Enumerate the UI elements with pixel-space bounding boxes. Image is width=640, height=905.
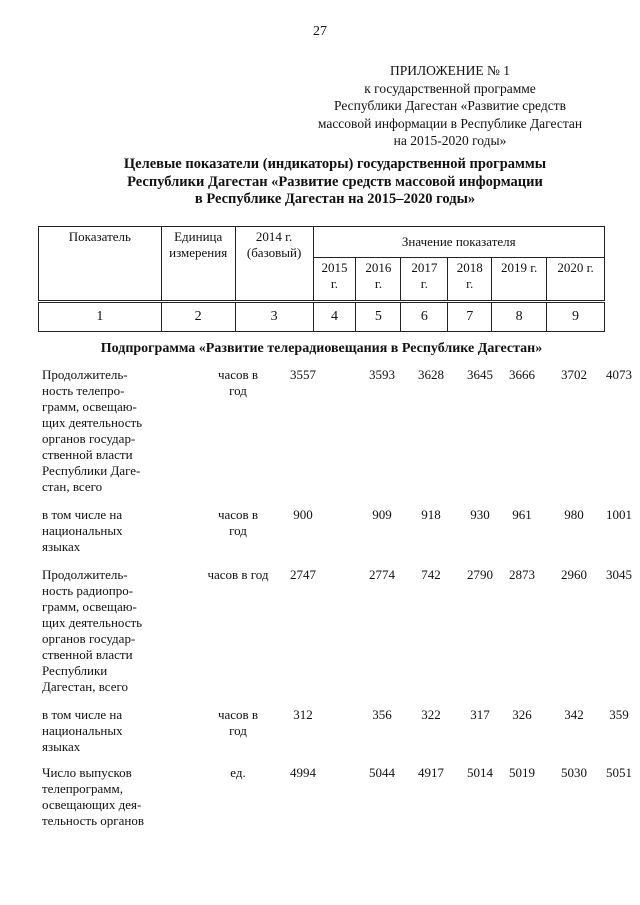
year-suffix: г.	[330, 276, 339, 291]
appendix-line: Республики Дагестан «Развитие средств	[334, 98, 566, 113]
indicator-name-line: языках	[42, 539, 81, 554]
unit-line: год	[229, 383, 247, 398]
indicator-name-line: языках	[42, 739, 81, 754]
column-number: 5	[356, 302, 401, 332]
appendix-line: ПРИЛОЖЕНИЕ № 1	[389, 63, 511, 78]
value-2016: 742	[421, 567, 441, 582]
value-2015: 5044	[369, 765, 395, 780]
year-suffix: г.	[466, 276, 474, 291]
year-header	[401, 258, 448, 302]
value-2016: 918	[421, 507, 441, 522]
year-header	[492, 258, 547, 302]
unit-header-line: Единица	[174, 229, 223, 244]
column-number: 9	[547, 302, 605, 332]
indicator-name-line: стан, всего	[42, 479, 103, 494]
value-2016: 322	[421, 707, 441, 722]
value-2017: 317	[470, 707, 490, 722]
indicator-name-line: телепрограмм,	[42, 781, 123, 796]
unit-cell	[200, 707, 276, 739]
indicator-name-line: тельность органов	[42, 813, 144, 828]
value-2017: 3645	[467, 367, 493, 382]
column-header-value-group: Значение показателя	[313, 227, 604, 258]
year-label: 2015	[321, 260, 348, 275]
indicator-name-line: национальных	[42, 723, 123, 738]
indicator-name	[42, 567, 160, 695]
year-label: 2020 г.	[557, 260, 594, 275]
value-2018: 961	[512, 507, 532, 522]
value-2020: 359	[609, 707, 629, 722]
indicator-name-line: Республики Даге-	[42, 463, 141, 478]
indicator-name-line: Дагестан, всего	[42, 679, 128, 694]
indicators-table-header	[38, 226, 605, 332]
year-header	[448, 258, 492, 302]
base-header-line: (базовый)	[246, 245, 302, 260]
indicator-name-line: ность телепро-	[42, 383, 125, 398]
indicator-name-line: органов государ-	[42, 431, 136, 446]
value-2015: 909	[372, 507, 392, 522]
column-number: 8	[492, 302, 547, 332]
base-value: 312	[293, 707, 313, 722]
value-2017: 2790	[467, 567, 493, 582]
unit-line: часов в	[217, 507, 259, 522]
unit-line: ед.	[230, 765, 246, 780]
column-number: 6	[401, 302, 448, 332]
unit-header-line: измерения	[169, 245, 228, 260]
base-value: 3557	[290, 367, 316, 382]
base-value: 2747	[290, 567, 316, 582]
year-header	[356, 258, 401, 302]
title-line: Республики Дагестан «Развитие средств массовой информации	[127, 173, 543, 190]
unit-line: часов в год	[207, 567, 269, 582]
indicator-name-line: Продолжитель-	[42, 567, 128, 582]
value-2019: 5030	[561, 765, 587, 780]
value-2018: 326	[512, 707, 532, 722]
indicator-name	[42, 507, 160, 555]
indicator-name-line: в том числе на	[42, 707, 123, 722]
value-2015: 356	[372, 707, 392, 722]
base-value: 4994	[290, 765, 316, 780]
base-value: 900	[293, 507, 313, 522]
indicator-name-line: ность радиопро-	[42, 583, 134, 598]
indicator-name-line: органов государ-	[42, 631, 136, 646]
year-label: 2019 г.	[500, 260, 538, 275]
indicator-name-line: грамм, освещаю-	[42, 399, 137, 414]
value-2019: 2960	[561, 567, 587, 582]
column-number: 7	[448, 302, 492, 332]
indicator-name	[42, 707, 160, 755]
indicator-name-line: в том числе на	[42, 507, 123, 522]
indicator-name-line: щих деятельность	[42, 615, 143, 630]
column-header-base-year	[235, 227, 313, 302]
value-2020: 1001	[606, 507, 632, 522]
indicator-name-line: освещающих дея-	[42, 797, 142, 812]
title-line: Целевые показатели (индикаторы) государственной программы	[123, 156, 547, 172]
unit-cell	[200, 507, 276, 539]
subprogram-heading: Подпрограмма «Развитие телерадиовещания в Республике Дагестан»	[100, 341, 543, 356]
value-2020: 5051	[606, 765, 632, 780]
indicator-name-line: ственной власти	[42, 447, 133, 462]
year-label: 2018	[456, 260, 483, 275]
unit-cell	[200, 567, 276, 583]
year-suffix: г.	[420, 276, 428, 291]
indicator-name	[42, 367, 160, 495]
unit-cell	[200, 367, 276, 399]
indicator-name-line: Продолжитель-	[42, 367, 128, 382]
appendix-line: на 2015-2020 годы»	[393, 133, 507, 148]
value-2019: 3702	[561, 367, 587, 382]
year-label: 2016	[365, 260, 392, 275]
unit-line: часов в	[217, 367, 259, 382]
indicator-name-line: ственной власти	[42, 647, 133, 662]
value-2018: 3666	[509, 367, 535, 382]
value-2016: 3628	[418, 367, 444, 382]
value-2020: 4073	[606, 367, 632, 382]
value-2017: 930	[470, 507, 490, 522]
column-number: 1	[39, 302, 162, 332]
indicator-name-line: грамм, освещаю-	[42, 599, 137, 614]
indicator-name	[42, 765, 160, 829]
year-suffix: г.	[374, 276, 382, 291]
value-2018: 5019	[509, 765, 535, 780]
year-header	[547, 258, 605, 302]
column-number: 4	[313, 302, 356, 332]
unit-line: часов в	[217, 707, 259, 722]
unit-line: год	[229, 723, 247, 738]
value-2017: 5014	[467, 765, 493, 780]
appendix-line: к государственной программе	[364, 80, 536, 96]
column-number: 3	[235, 302, 313, 332]
indicator-name-line: Республики	[42, 663, 108, 678]
value-2016: 4917	[418, 765, 444, 780]
year-header	[313, 258, 356, 302]
year-label: 2017	[411, 260, 438, 275]
base-header-line: 2014 г.	[255, 229, 293, 244]
title-line: в Республике Дагестан на 2015–2020 годы»	[194, 191, 476, 207]
document-title	[60, 156, 610, 209]
appendix-header	[300, 62, 600, 150]
column-number: 2	[161, 302, 235, 332]
value-2018: 2873	[509, 567, 535, 582]
column-header-unit	[161, 227, 235, 302]
value-2019: 342	[564, 707, 584, 722]
value-2020: 3045	[606, 567, 632, 582]
value-2019: 980	[564, 507, 584, 522]
value-2015: 2774	[369, 567, 395, 582]
indicator-name-line: щих деятельность	[42, 415, 143, 430]
unit-line: год	[229, 523, 247, 538]
page-number: 27	[313, 24, 327, 39]
indicator-name-line: Число выпусков	[42, 765, 132, 780]
unit-cell	[200, 765, 276, 781]
column-header-indicator: Показатель	[39, 227, 162, 302]
indicator-name-line: национальных	[42, 523, 123, 538]
appendix-line: массовой информации в Республике Дагестан	[317, 115, 583, 131]
value-2015: 3593	[369, 367, 395, 382]
